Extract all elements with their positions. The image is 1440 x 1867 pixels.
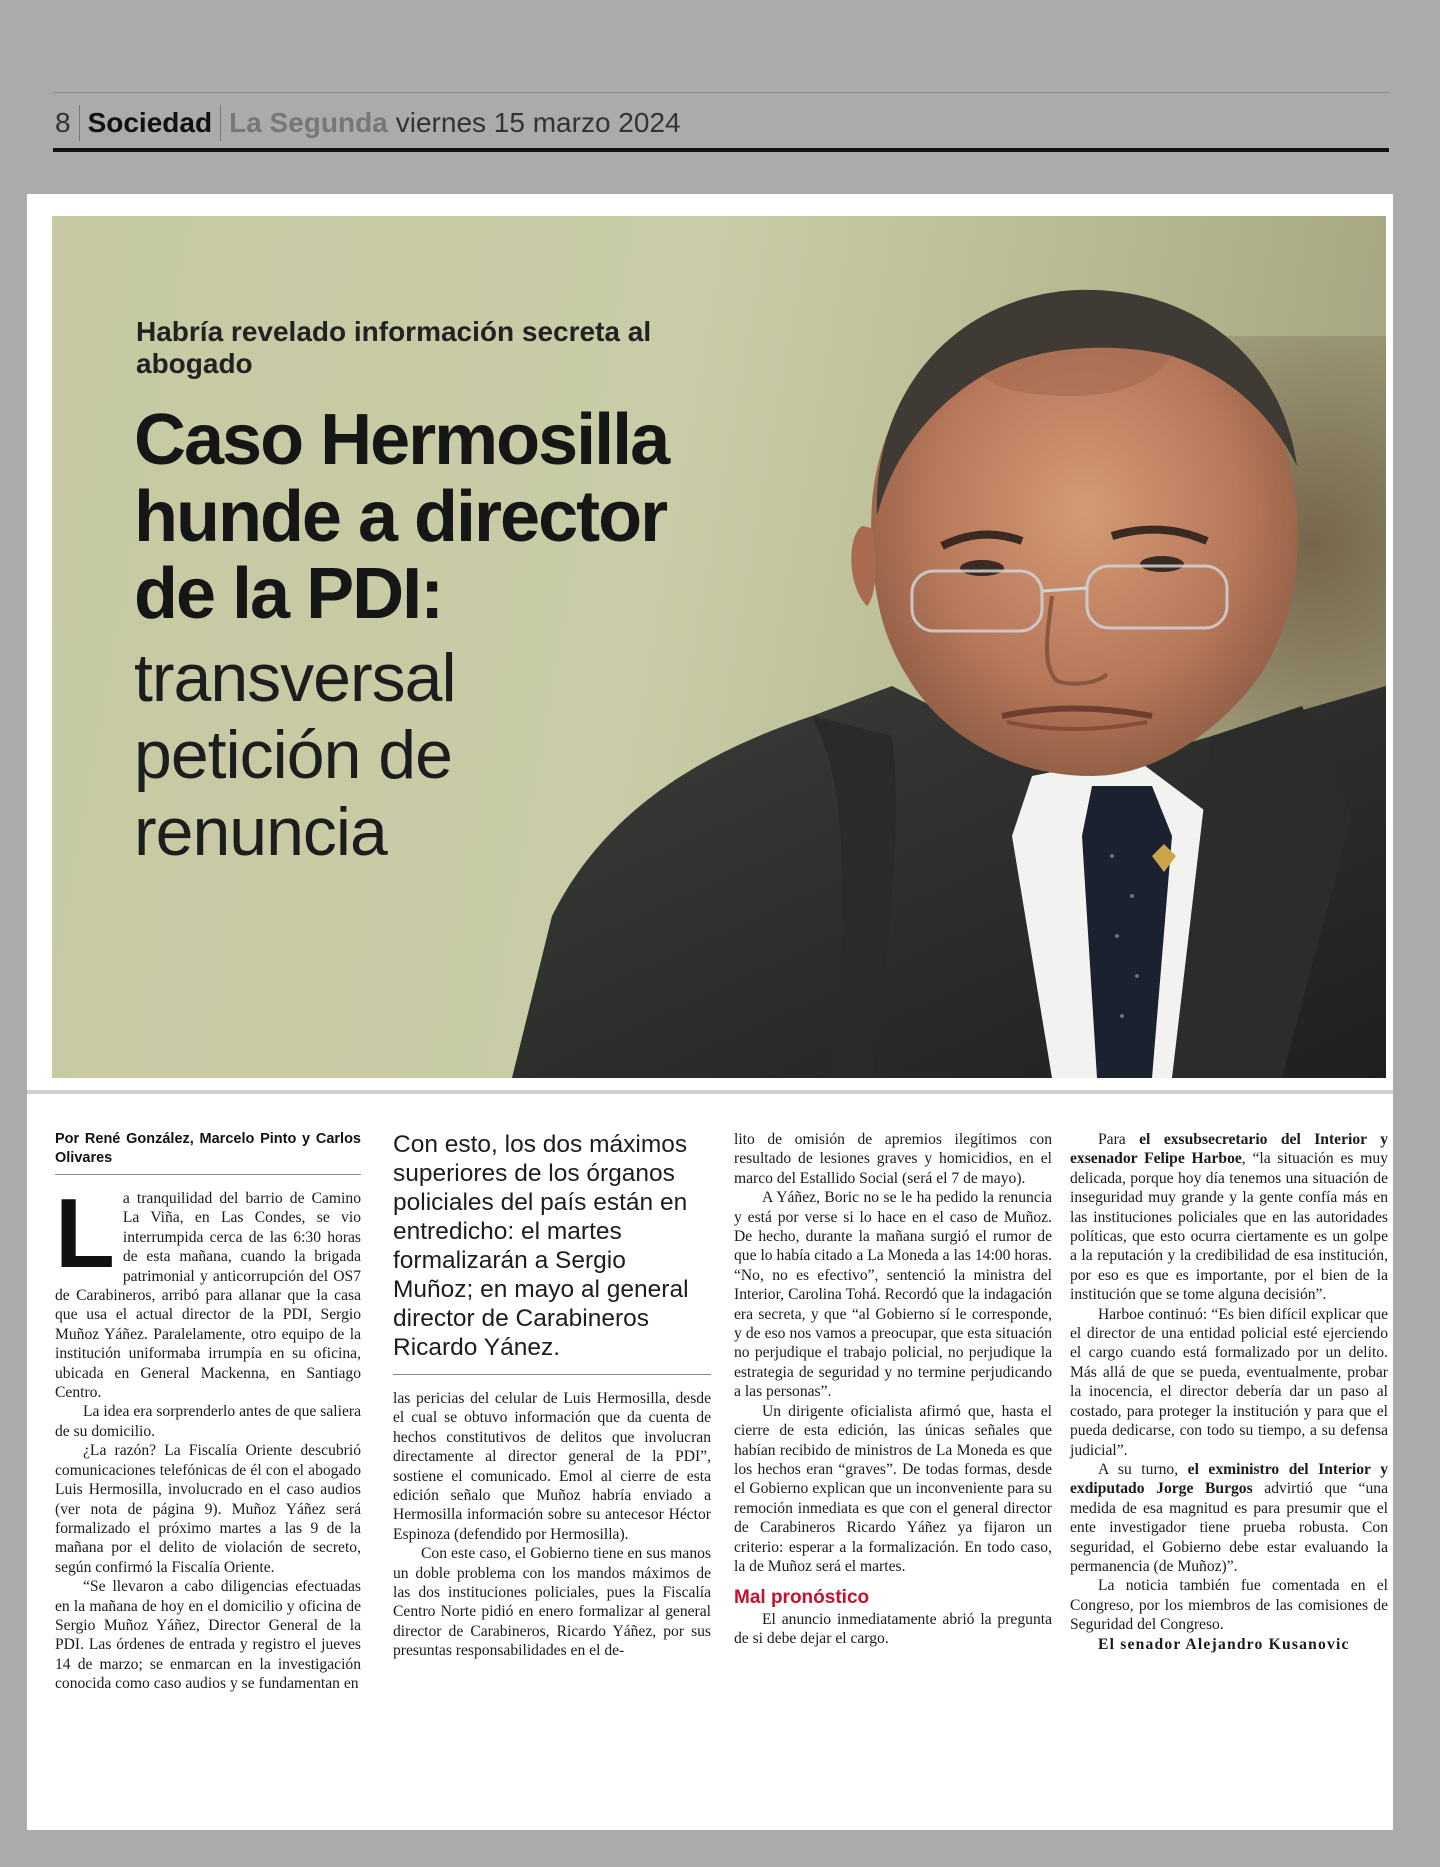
body-paragraph: “Se llevaron a cabo diligencias efectuadas en la mañana de hoy en el domicilio y oficina de Sergio Muñoz Yáñez, Director General de la PDI. Las órdenes de entrada y registro el jueves 14 de marzo; se enmarcan en la investigación conocida como caso audios y se fundamentan en bbox=[55, 1578, 361, 1693]
body-paragraph: ¿La razón? La Fiscalía Oriente descubrió comunicaciones telefónicas de él con el abogado Luis Hermosilla, involucrado en el caso audios (ver nota de página 9). Muñoz Yáñez será formalizado el próximo martes a las 9 de la mañana por el delito de violación de secreto, según confirmó la Fiscalía Oriente. bbox=[55, 1442, 361, 1576]
column-2 bbox=[393, 1130, 711, 1661]
body-paragraph: Harboe continuó: “Es bien difícil explicar que el director de una entidad policial esté ejerciendo el cargo cuando está formalizado por un delito. Más allá de que se pueda, eventualmente, probar la inocencia, el director debería dar un paso al costado, para proteger la institución y para que el pueda dedicarse, con todo su tiempo, a su defensa judicial”. bbox=[1070, 1305, 1388, 1459]
body-paragraph bbox=[1070, 1130, 1388, 1305]
body-paragraph: El anuncio inmediatamente abrió la pregunta de si debe dejar el cargo. bbox=[734, 1610, 1052, 1648]
column-1 bbox=[55, 1130, 361, 1694]
byline: Por René González, Marcelo Pinto y Carlos Olivares bbox=[55, 1130, 361, 1175]
text-run: Para bbox=[1098, 1131, 1140, 1148]
body-paragraph: las pericias del celular de Luis Hermosilla, desde el cual se obtuvo información que da cuenta de hechos constitutivos de delitos que involucran directamente al director general de la PDI”, sostiene el comunicado. Emol al cierre de esta edición señalo que Muñoz habría enviado a Hermosilla información sobre su antecesor Héctor Espinoza (defendido por Hermosilla). bbox=[393, 1390, 711, 1543]
masthead bbox=[53, 92, 1389, 152]
body-paragraph: La noticia también fue comentada en el Congreso, por los miembros de las comisiones de Seguridad del Congreso. bbox=[1070, 1577, 1388, 1634]
bold-name: El senador Alejandro Kusanovic bbox=[1098, 1635, 1350, 1653]
photo-divider bbox=[27, 1090, 1393, 1094]
lead-text: a tranquilidad del barrio de Camino La Viña, en Las Condes, se vio interrumpida cerca de las 6:30 horas de esta mañana, cuando la brigada patrimonial y anticorrupción del OS7 de Carabineros, arribó para allanar que la casa que usa el actual director de la PDI, Sergio Muñoz Yáñez. Paralelamente, otro equipo de la institución uniformaba irrumpía en su oficina, ubicada en General Mackenna, en Santiago Centro. bbox=[55, 1190, 361, 1402]
body-paragraph bbox=[1070, 1635, 1388, 1654]
issue-date: viernes 15 marzo 2024 bbox=[395, 107, 681, 138]
column-3 bbox=[734, 1130, 1052, 1649]
newspaper-name: La Segunda bbox=[229, 107, 388, 138]
headline: Caso Hermosilla hunde a director de la PDI: bbox=[134, 400, 669, 634]
subheadline: transversal petición de renuncia bbox=[134, 640, 456, 870]
hero-photo-panel bbox=[52, 216, 1386, 1078]
body-paragraph bbox=[1070, 1460, 1388, 1576]
pull-quote: Con esto, los dos máximos superiores de los órganos policiales del país están en entredicho: el martes formalizarán a Sergio Muñoz; en mayo al general director de Carabineros Ricardo Yánez. bbox=[393, 1130, 711, 1375]
section-name: Sociedad bbox=[80, 105, 221, 141]
body-paragraph: A Yáñez, Boric no se le ha pedido la renuncia y está por verse si lo hace en el caso de Muñoz. De hecho, durante la mañana surgió el rumor de que lo había citado a La Moneda a las 14:00 horas. “No, no es efectivo”, sentenció la ministra del Interior, Carolina Tohá. Recordó que la indagación era secreta, y que “al Gobierno sí le corresponde, y de eso nos vamos a preocupar, que esta situación no perjudique el trabajo policial, no perjudique la estrategia de seguridad y no termine perjudicando a las personas”. bbox=[734, 1189, 1052, 1401]
body-paragraph: La idea era sorprenderlo antes de que saliera de su domicilio. bbox=[55, 1403, 361, 1440]
body-paragraph: lito de omisión de apremios ilegítimos con resultado de lesiones graves y homicidios, en el marco del Estallido Social (será el 7 de mayo). bbox=[734, 1131, 1052, 1187]
text-run: advirtió que “una medida de esa magnitud es para presumir que el ente investigador tiene prueba robusta. Con seguridad, el Gobierno debe estar evaluando la permanencia (de Muñoz)”. bbox=[1070, 1480, 1388, 1575]
body-paragraph: Un dirigente oficialista afirmó que, hasta el cierre de esta edición, las únicas señales que habían recibido de ministros de La Moneda es que los hechos eran “graves”. De todas formas, desde el Gobierno explican que un inconveniente para su remoción inmediata es que con el general director de Carabineros Ricardo Yáñez ya fijaron un criterio: esperar a la formalización. En todo caso, la de Muñoz será el martes. bbox=[734, 1402, 1052, 1575]
text-run: A su turno, bbox=[1098, 1460, 1188, 1478]
text-run: , “la situación es muy delicada, porque hoy día tenemos una situación de inseguridad muy grande y la gente confía más en las instituciones policiales que en las autoridades políticas, que esto ocurra ciertamente es un golpe a la reputación y la credibilidad de esa institución, por eso es que es importante, por el bien de la institución que se tome alguna decisión”. bbox=[1070, 1150, 1388, 1304]
bold-name: el exministro del Interior y exdiputado Jorge Burgos bbox=[1070, 1460, 1389, 1498]
bold-name: el exsubsecretario del Interior y exsenador Felipe Harboe bbox=[1070, 1131, 1388, 1168]
section-subheading: Mal pronóstico bbox=[734, 1587, 870, 1609]
kicker: Habría revelado información secreta al abogado bbox=[136, 316, 652, 379]
article-sheet bbox=[27, 194, 1393, 1830]
drop-cap: L bbox=[55, 1178, 115, 1288]
body-paragraph: Con este caso, el Gobierno tiene en sus manos un doble problema con los mandos máximos de las dos instituciones policiales, pues la Fiscalía Centro Norte pidió en enero formalizar al general director de Carabineros, Ricardo Yáñez, por sus presuntas responsabilidades en el de- bbox=[393, 1545, 711, 1660]
lead-paragraph bbox=[55, 1178, 361, 1402]
masthead-row bbox=[53, 101, 681, 145]
column-4 bbox=[1070, 1130, 1388, 1654]
page-number: 8 bbox=[53, 105, 80, 141]
